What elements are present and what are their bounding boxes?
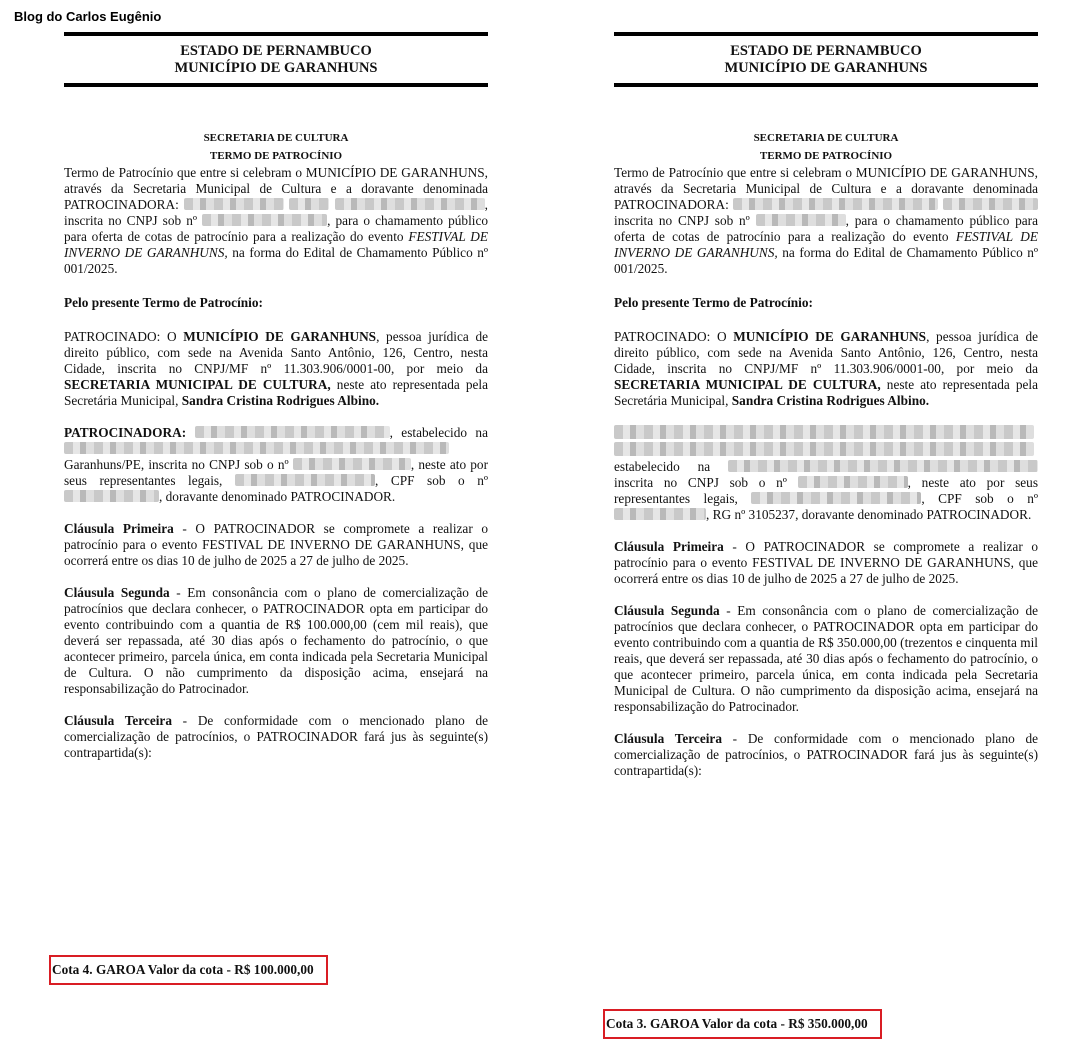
pta-text-d: , CPF sob o nº (921, 491, 1039, 506)
pat-municipality: MUNICÍPIO DE GARANHUNS (183, 329, 377, 344)
pta-text-a: estabelecido na (614, 459, 711, 474)
pat-secretary-name: Sandra Cristina Rodrigues Albino. (181, 393, 380, 408)
clause-first-label: Cláusula Primeira (614, 539, 724, 554)
pat-municipality: MUNICÍPIO DE GARANHUNS (733, 329, 927, 344)
clause-third-text: - De conformidade com o mencionado plano de comercialização de patrocínios, o PATROCINADOR fará jus às seguinte(s) contrapartida(s): (614, 731, 1038, 778)
pat-secretariat: SECRETARIA MUNICIPAL DE CULTURA, (64, 377, 331, 392)
secretariat-title (614, 129, 1038, 165)
patrocinadora-paragraph (614, 425, 1038, 523)
pat-text-a: PATROCINADO: O (64, 329, 177, 344)
redacted-cnpj (756, 214, 846, 226)
intro-text-b: , inscrita no CNPJ sob nº (64, 197, 488, 228)
clause-second-text: - Em consonância com o plano de comercialização de patrocínios que declara conhecer, o PATROCINADOR opta em participar do evento contribuindo com a quantia de R$ 350.000,00 (trezentos e cinquenta mil reais, que deverá ser repassada, até 30 dias após o fechamento do patrocínio, o que acontecer primeiro, parcela única, em conta indicada pela Secretaria Municipal de Cultura. O não cumprimento da disposição acima, ensejará na responsabilização do Patrocinador. (614, 603, 1039, 714)
intro-text-c: , para o chamamento público para oferta de cotas de patrocínio para a realização do evento (64, 213, 489, 244)
state-header (614, 43, 1038, 77)
patrocinadora-label: PATROCINADORA: (64, 425, 187, 440)
intro-text-a: Termo de Patrocínio que entre si celebram o MUNICÍPIO DE GARANHUNS, através da Secretaria Municipal de Cultura e a doravante denominada PATROCINADORA: (614, 165, 1038, 212)
top-rule (614, 32, 1038, 36)
clause-third-text: - De conformidade com o mencionado plano de comercialização de patrocínios, o PATROCINADOR fará jus às seguinte(s) contrapartida(s): (64, 713, 488, 760)
clause-first-label: Cláusula Primeira (64, 521, 174, 536)
state-header (64, 43, 488, 77)
redacted-name (184, 198, 284, 210)
clause-third-label: Cláusula Terceira (64, 713, 172, 728)
watermark-text: Blog do Carlos Eugênio (14, 9, 162, 24)
patrocinado-paragraph (614, 329, 1038, 409)
pat-secretary-name: Sandra Cristina Rodrigues Albino. (731, 393, 930, 408)
header-state: ESTADO DE PERNAMBUCO (730, 43, 922, 59)
clause-first (614, 539, 1038, 587)
redacted-company (195, 426, 390, 438)
clause-second-label: Cláusula Segunda (614, 603, 720, 618)
cota-text-right: Cota 3. GAROA Valor da cota - R$ 350.000,00 (606, 1016, 868, 1031)
redacted-cnpj-2 (798, 476, 908, 488)
header-rule (64, 83, 488, 87)
term-title: TERMO DE PATROCÍNIO (759, 150, 893, 162)
event-name: FESTIVAL DE INVERNO DE GARANHUNS, (64, 229, 488, 260)
pat-text-b: , pessoa jurídica de direito público, com sede na Avenida Santo Antônio, 126, Centro, nesta Cidade, inscrita no CNPJ/MF nº 11.303.906/0001-00, por meio da (64, 329, 488, 376)
pat-text-c: neste ato representada pela Secretária Municipal, (614, 377, 1038, 408)
redacted-address (728, 460, 1038, 472)
clause-second-label: Cláusula Segunda (64, 585, 170, 600)
pta-text-b: inscrita no CNPJ sob o nº (614, 475, 787, 490)
intro-paragraph (614, 165, 1038, 277)
header-rule (614, 83, 1038, 87)
secretariat-name: SECRETARIA DE CULTURA (753, 132, 899, 144)
pta-text-a: , estabelecido na (389, 425, 488, 440)
cota-highlight-left (49, 955, 328, 985)
redacted-company-2 (614, 442, 1034, 456)
redacted-cnpj-2 (293, 458, 411, 470)
intro-text-d: na forma do Edital de Chamamento Público nº 001/2025. (614, 245, 1038, 276)
redacted-name-3 (335, 198, 485, 210)
clause-first (64, 521, 488, 569)
clause-third-label: Cláusula Terceira (614, 731, 722, 746)
intro-text-c: , para o chamamento público para oferta de cotas de patrocínio para a realização do evento (614, 213, 1039, 244)
clause-third (614, 731, 1038, 779)
clause-second (64, 585, 488, 697)
intro-text-a: Termo de Patrocínio que entre si celebram o MUNICÍPIO DE GARANHUNS, através da Secretaria Municipal de Cultura e a doravante denominada PATROCINADORA: (64, 165, 488, 212)
intro-text-d: na forma do Edital de Chamamento Público nº 001/2025. (64, 245, 488, 276)
pat-text-c: neste ato representada pela Secretária Municipal, (64, 377, 488, 408)
intro-text-b: inscrita no CNPJ sob nº (614, 213, 750, 228)
cota-highlight-right (603, 1009, 882, 1039)
secretariat-name: SECRETARIA DE CULTURA (203, 132, 349, 144)
top-rule (64, 32, 488, 36)
redacted-name-2 (943, 198, 1038, 210)
patrocinadora-paragraph (64, 425, 488, 505)
redacted-representative (751, 492, 921, 504)
pat-secretariat: SECRETARIA MUNICIPAL DE CULTURA, (614, 377, 881, 392)
event-name: FESTIVAL DE INVERNO DE GARANHUNS, (614, 229, 1038, 260)
pta-text-e: , RG nº 3105237, doravante denominado PATROCINADOR. (706, 507, 1032, 522)
pat-text-b: , pessoa jurídica de direito público, com sede na Avenida Santo Antônio, 126, Centro, nesta Cidade, inscrita no CNPJ/MF nº 11.303.906/0001-00, por meio da (614, 329, 1038, 376)
pta-text-c: , neste ato por seus representantes legais, (64, 457, 489, 488)
document-page-left (64, 32, 488, 761)
clause-third (64, 713, 488, 761)
clause-first-text: - O PATROCINADOR se compromete a realizar o patrocínio para o evento FESTIVAL DE INVERNO DE GARANHUNS, que ocorrerá entre os dias 10 de julho de 2025 a 27 de julho de 2025. (64, 521, 488, 568)
pta-text-b: Garanhuns/PE, inscrita no CNPJ sob o nº (64, 457, 289, 472)
redacted-cpf (614, 508, 706, 520)
intro-paragraph (64, 165, 488, 277)
redacted-name-2 (289, 198, 329, 210)
presente-heading: Pelo presente Termo de Patrocínio: (64, 295, 263, 310)
pta-text-c: , neste ato por seus representantes legais, (614, 475, 1038, 506)
redacted-cpf (64, 490, 159, 502)
secretariat-title (64, 129, 488, 165)
clause-second-text: - Em consonância com o plano de comercialização de patrocínios que declara conhecer, o PATROCINADOR opta em participar do evento contribuindo com a quantia de R$ 100.000,00 (cem mil reais), que deverá ser repassada, até 30 dias após o fechamento do patrocínio, o que acontecer primeiro, parcela única, em conta indicada pela Secretaria Municipal de Cultura. O não cumprimento da disposição acima, ensejará na responsabilização do Patrocinador. (64, 585, 489, 696)
redacted-representative (235, 474, 375, 486)
presente-heading: Pelo presente Termo de Patrocínio: (614, 295, 813, 310)
patrocinado-paragraph (64, 329, 488, 409)
cota-text-left: Cota 4. GAROA Valor da cota - R$ 100.000,00 (52, 962, 314, 977)
redacted-company (614, 425, 1034, 439)
document-page-right (614, 32, 1038, 779)
header-municipality: MUNICÍPIO DE GARANHUNS (174, 60, 378, 76)
clause-second (614, 603, 1038, 715)
pat-text-a: PATROCINADO: O (614, 329, 727, 344)
redacted-name (733, 198, 938, 210)
header-municipality: MUNICÍPIO DE GARANHUNS (724, 60, 928, 76)
header-state: ESTADO DE PERNAMBUCO (180, 43, 372, 59)
clause-first-text: - O PATROCINADOR se compromete a realizar o patrocínio para o evento FESTIVAL DE INVERNO DE GARANHUNS, que ocorrerá entre os dias 10 de julho de 2025 a 27 de julho de 2025. (614, 539, 1038, 586)
pta-text-d: , CPF sob o nº (374, 473, 489, 488)
redacted-cnpj (202, 214, 327, 226)
term-title: TERMO DE PATROCÍNIO (209, 150, 343, 162)
pta-text-e: , doravante denominado PATROCINADOR. (159, 489, 396, 504)
redacted-address (64, 442, 449, 454)
